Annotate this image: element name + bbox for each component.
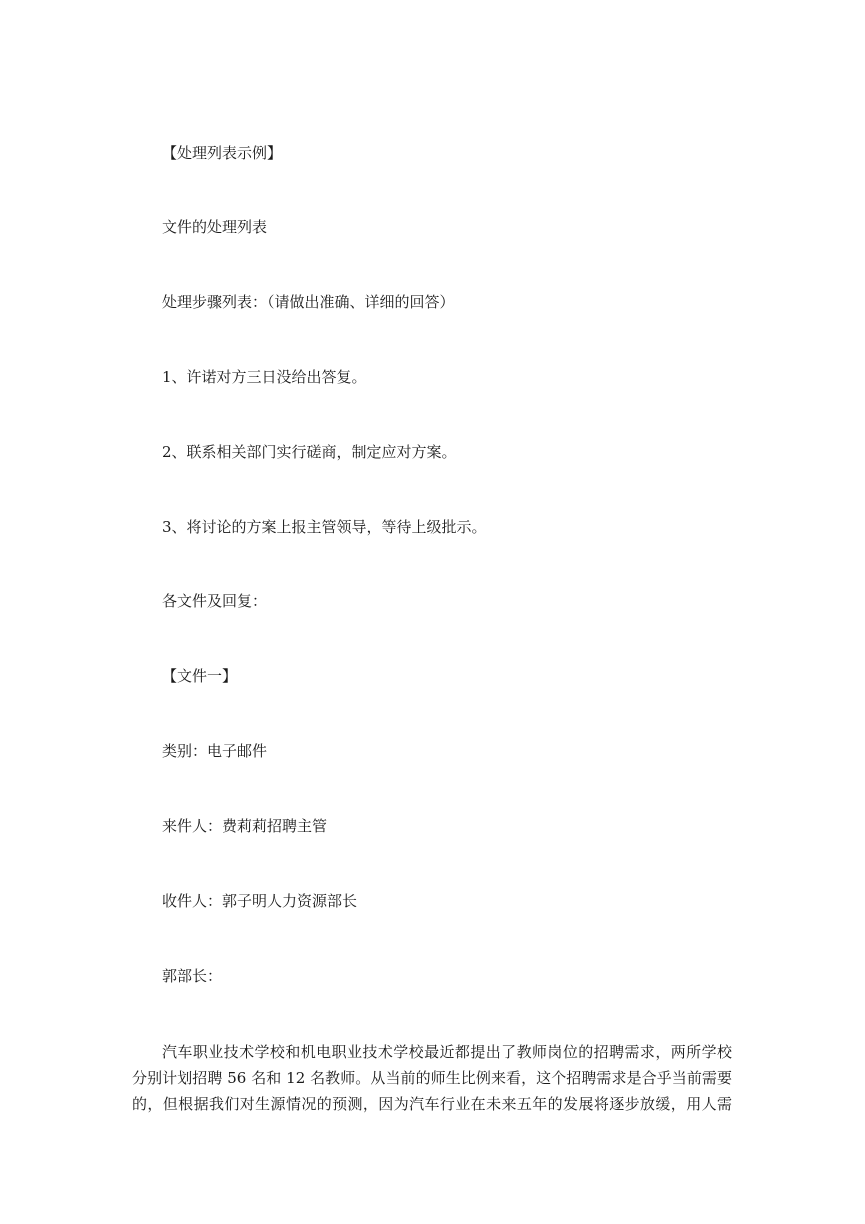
step-item: 1、许诺对方三日没给出答复。 xyxy=(162,368,367,386)
body-line: 汽车职业技术学校和机电职业技术学校最近都提出了教师岗位的招聘需求，两所学校 xyxy=(162,1043,732,1061)
body-line: 分别计划招聘 56 名和 12 名教师。从当前的师生比例来看，这个招聘需求是合乎当前需要 xyxy=(132,1069,732,1087)
steps-heading: 处理步骤列表：（请做出准确、详细的回答） xyxy=(162,293,455,311)
replies-heading: 各文件及回复： xyxy=(162,592,268,610)
step-item: 3、将讨论的方案上报主管领导，等待上级批示。 xyxy=(162,518,487,536)
body-line: 的，但根据我们对生源情况的预测，因为汽车行业在未来五年的发展将逐步放缓，用人需 xyxy=(132,1095,732,1113)
step-item: 2、联系相关部门实行磋商，制定应对方案。 xyxy=(162,443,457,461)
example-heading: 【处理列表示例】 xyxy=(162,144,283,162)
file-category: 类别：电子邮件 xyxy=(162,742,268,760)
email-body-paragraph xyxy=(132,1039,732,1117)
salutation: 郭部长： xyxy=(162,967,223,985)
list-title: 文件的处理列表 xyxy=(162,218,268,236)
file-one-heading: 【文件一】 xyxy=(162,667,238,685)
file-recipient: 收件人：郭子明人力资源部长 xyxy=(162,892,358,910)
file-sender: 来件人：费莉莉招聘主管 xyxy=(162,817,328,835)
